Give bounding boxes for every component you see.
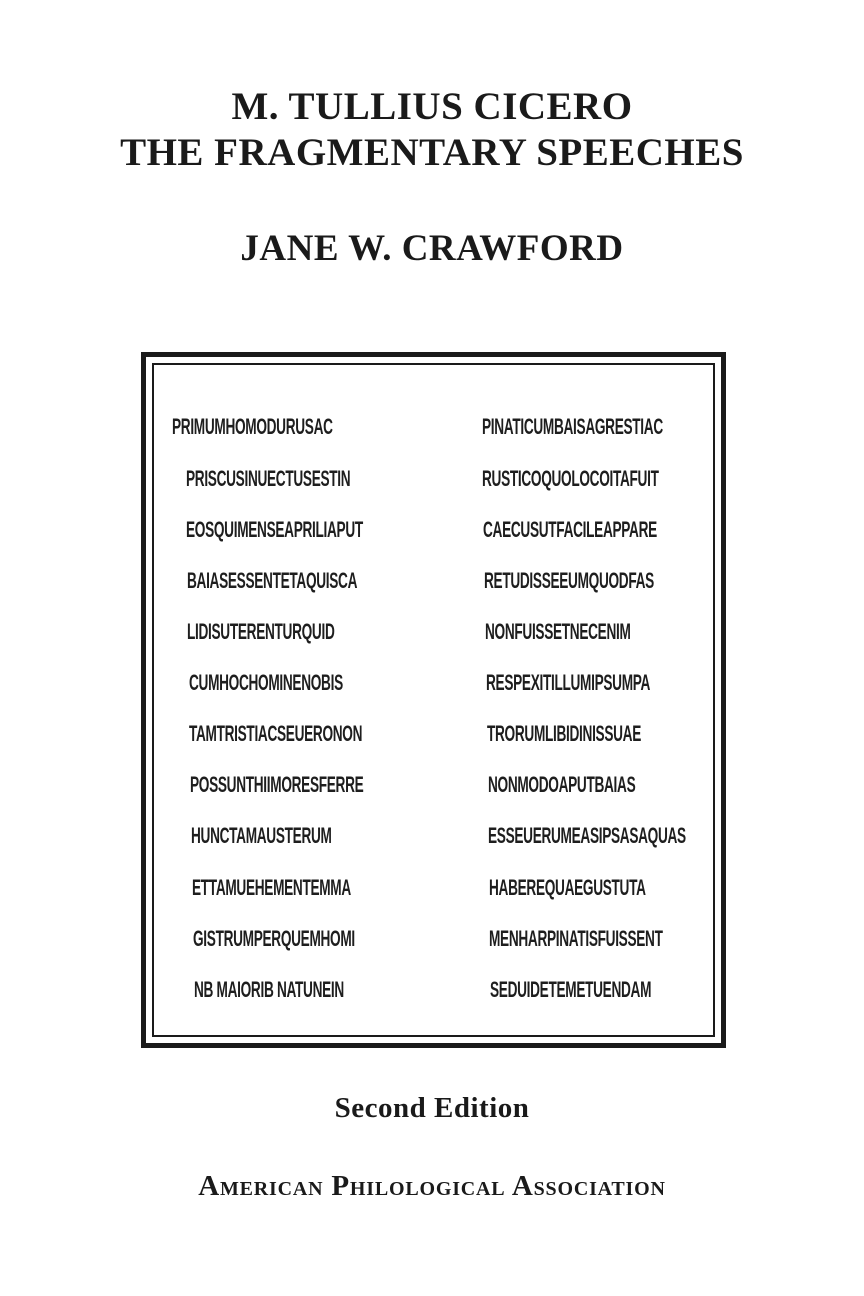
inscription-line: CAECUSUTFACILEAPPARE — [483, 517, 657, 542]
inscription-line: HABEREQUAEGUSTUTA — [489, 875, 646, 900]
inscription-line: ETTAMUEHEMENTEMMA — [192, 875, 351, 900]
inscription-line: NB MAIORIB NATUNEIN — [194, 977, 344, 1002]
inscription-line: ESSEUERUMEASIPSASAQUAS — [488, 823, 686, 848]
inscription-line: PINATICUMBAISAGRESTIAC — [482, 414, 663, 439]
inscription-line: NONMODOAPUTBAIAS — [488, 772, 636, 797]
inscription-line: LIDISUTERENTURQUID — [187, 619, 335, 644]
inscription-line: MENHARPINATISFUISSENT — [489, 926, 663, 951]
inscription-line: EOSQUIMENSEAPRILIAPUT — [186, 517, 363, 542]
inscription-line: RETUDISSEEUMQUODFAS — [484, 568, 654, 593]
inscription-line: TAMTRISTIACSEUERONON — [189, 721, 363, 746]
edition-label: Second Edition — [334, 1092, 530, 1124]
title-line-author-name: M. TULLIUS CICERO — [231, 85, 633, 128]
inscription-line: POSSUNTHIIMORESFERRE — [190, 772, 364, 797]
publisher-name: American Philological Association — [198, 1170, 666, 1202]
inscription-line: RESPEXITILLUMIPSUMPA — [486, 670, 651, 695]
inscription-line: RUSTICOQUOLOCOITAFUIT — [482, 466, 659, 491]
book-author: JANE W. CRAWFORD — [240, 228, 624, 269]
book-title — [0, 84, 864, 176]
inscription-line: CUMHOCHOMINENOBIS — [189, 670, 343, 695]
inscription-line: GISTRUMPERQUEMHOMI — [193, 926, 355, 951]
inscription-line: NONFUISSETNECENIM — [485, 619, 631, 644]
inscription-line: BAIASESSENTETAQUISCA — [187, 568, 358, 593]
title-line-work: THE FRAGMENTARY SPEECHES — [120, 131, 744, 174]
inscription-line: TRORUMLIBIDINISSUAE — [487, 721, 642, 746]
inscription-line: PRISCUSINUECTUSESTIN — [186, 466, 351, 491]
inscription-line: SEDUIDETEMETUENDAM — [490, 977, 652, 1002]
inscription-line: HUNCTAMAUSTERUM — [191, 823, 332, 848]
inscription-line: PRIMUMHOMODURUSAC — [172, 414, 333, 439]
